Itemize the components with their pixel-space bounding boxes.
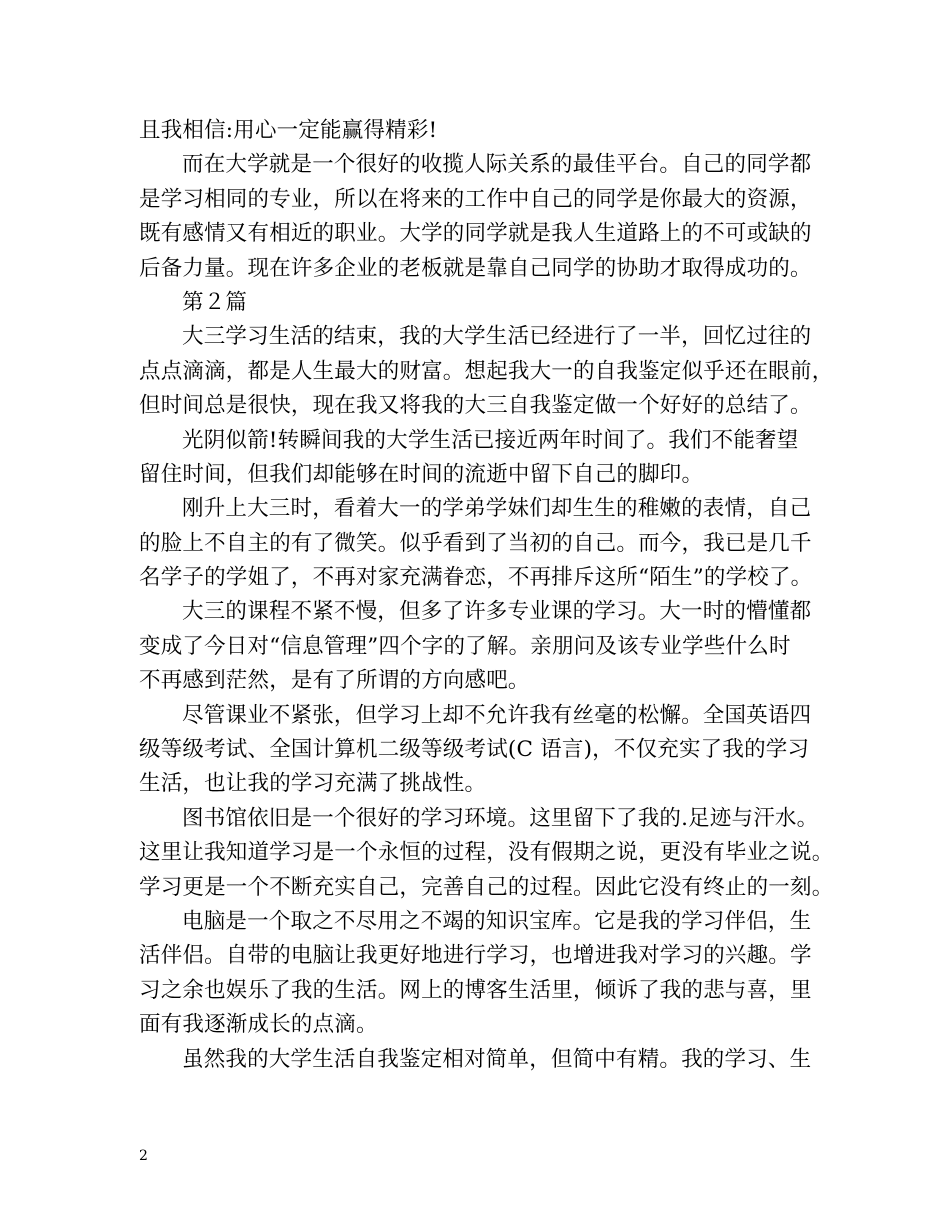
text-line: 学习更是一个不断充实自己，完善自己的过程。因此它没有终止的一刻。 (139, 874, 834, 900)
page-number: 2 (139, 1148, 148, 1164)
text-line: 刚升上大三时，看着大一的学弟学妹们却生生的稚嫩的表情，自己 (182, 496, 812, 522)
text-line: 且我相信:用心一定能赢得精彩! (139, 118, 438, 143)
text-line: 第２篇 (182, 289, 248, 315)
text-line: 电脑是一个取之不尽用之不竭的知识宝库。它是我的学习伴侣，生 (182, 908, 812, 934)
text-line: 变成了今日对“信息管理”四个字的了解。亲朋问及该专业学些什么时 (139, 633, 791, 659)
text-line: 生活，也让我的学习充满了挑战性。 (139, 771, 487, 797)
text-line: 而在大学就是一个很好的收揽人际关系的最佳平台。自己的同学都 (182, 152, 812, 178)
text-line: 面有我逐渐成长的点滴。 (139, 1012, 378, 1038)
text-line: 但时间总是很快，现在我又将我的大三自我鉴定做一个好好的总结了。 (139, 393, 812, 419)
text-line: 光阴似箭!转瞬间我的大学生活已接近两年时间了。我们不能奢望 (182, 427, 799, 453)
text-line: 点点滴滴，都是人生最大的财富。想起我大一的自我鉴定似乎还在眼前， (139, 358, 834, 384)
text-line: 名学子的学姐了，不再对家充满眷恋，不再排斥这所“陌生”的学校了。 (139, 565, 813, 591)
text-line: 这里让我知道学习是一个永恒的过程，没有假期之说，更没有毕业之说。 (139, 840, 834, 866)
text-line: 图书馆依旧是一个很好的学习环境。这里留下了我的.足迹与汗水。 (182, 805, 819, 831)
text-line: 习之余也娱乐了我的生活。网上的博客生活里，倾诉了我的悲与喜，里 (139, 977, 812, 1003)
text-line: 大三学习生活的结束，我的大学生活已经进行了一半，回忆过往的 (182, 324, 812, 350)
text-line: 不再感到茫然，是有了所谓的方向感吧。 (139, 668, 530, 694)
text-line: 级等级考试、全国计算机二级等级考试(C 语言)，不仅充实了我的学习 (139, 737, 810, 763)
text-line: 活伴侣。自带的电脑让我更好地进行学习，也增进我对学习的兴趣。学 (139, 943, 812, 969)
text-line: 尽管课业不紧张，但学习上却不允许我有丝毫的松懈。全国英语四 (182, 702, 812, 728)
text-line: 是学习相同的专业，所以在将来的工作中自己的同学是你最大的资源， (139, 186, 812, 212)
document-body (139, 114, 834, 1077)
text-line: 后备力量。现在许多企业的老板就是靠自己同学的协助才取得成功的。 (139, 255, 812, 281)
text-line: 大三的课程不紧不慢，但多了许多专业课的学习。大一时的懵懂都 (182, 599, 812, 625)
text-line: 既有感情又有相近的职业。大学的同学就是我人生道路上的不可或缺的 (139, 221, 812, 247)
text-line: 的脸上不自主的有了微笑。似乎看到了当初的自己。而今，我已是几千 (139, 530, 812, 556)
text-line: 留住时间，但我们却能够在时间的流逝中留下自己的脚印。 (139, 461, 704, 487)
text-line: 虽然我的大学生活自我鉴定相对简单，但简中有精。我的学习、生 (182, 1046, 812, 1072)
